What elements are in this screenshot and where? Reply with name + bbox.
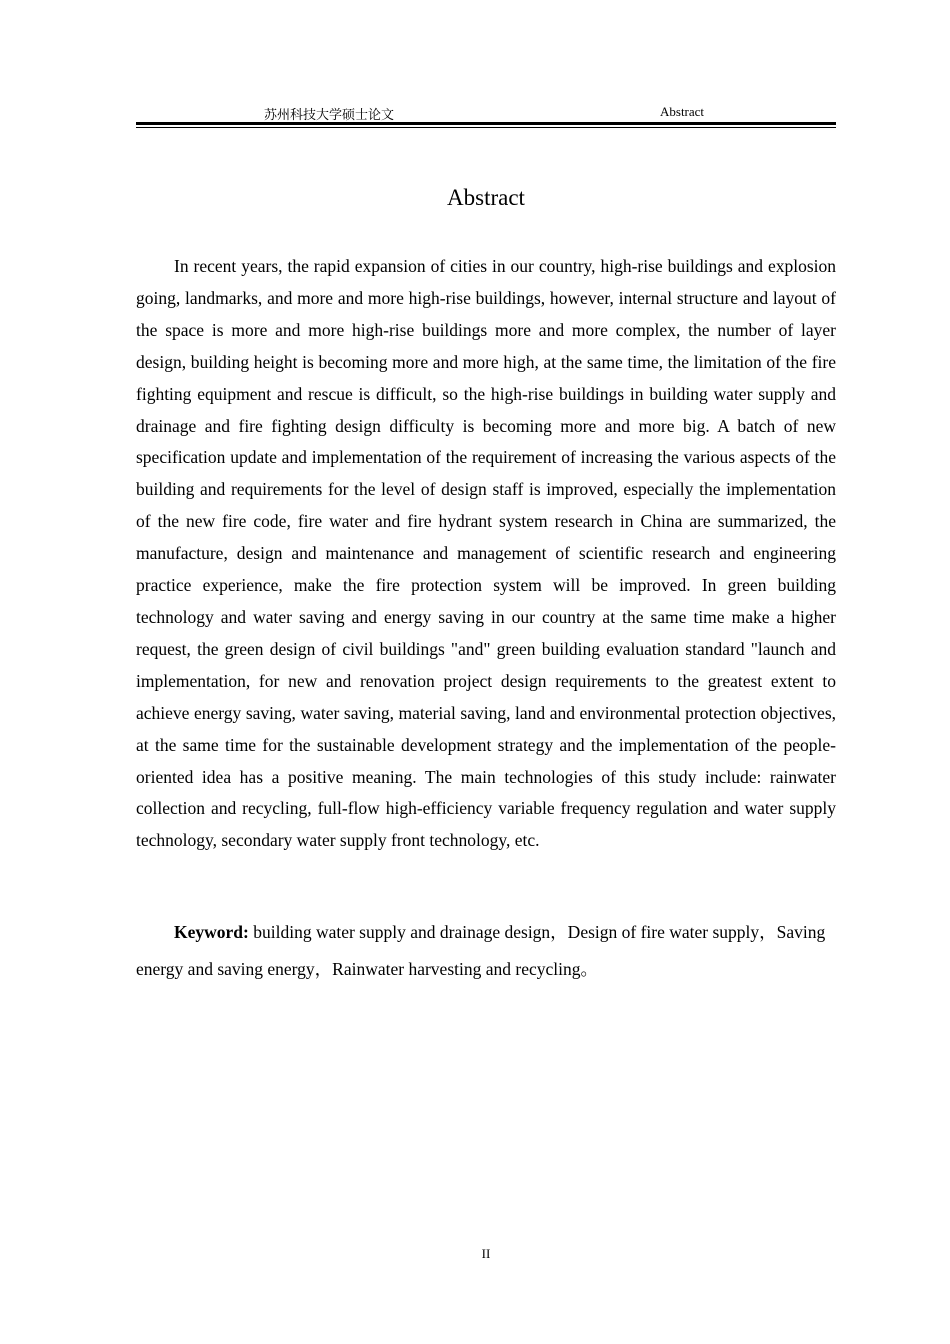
keywords-label: Keyword: xyxy=(174,922,249,942)
keywords-paragraph xyxy=(136,914,836,988)
header-rule xyxy=(136,122,836,128)
abstract-paragraph: In recent years, the rapid expansion of cities in our country, high-rise buildings and explosion going, landmarks, and more and more high-rise buildings, however, internal structure and layout of the space is more and more high-rise buildings more and more complex, the number of layer design, building height is becoming more and more high, at the same time, the limitation of the fire fighting equipment and rescue is difficult, so the high-rise buildings in building water supply and drainage and fire fighting design difficulty is becoming more and more big. A batch of new specification update and implementation of the requirement of increasing the various aspects of the building and requirements for the level of design staff is improved, especially the implementation of the new fire code, fire water and fire hydrant system research in China are summarized, the manufacture, design and maintenance and management of scientific research and engineering practice experience, make the fire protection system will be improved. In green building technology and water saving and energy saving in our country at the same time make a higher request, the green design of civil buildings "and" green building evaluation standard "launch and implementation, for new and renovation project design requirements to the greatest extent to achieve energy saving, water saving, material saving, land and environmental protection objectives, at the same time for the sustainable development strategy and the implementation of the people-oriented idea has a positive meaning. The main technologies of this study include: rainwater collection and recycling, full-flow high-efficiency variable frequency regulation and water supply technology, secondary water supply front technology, etc. xyxy=(136,256,836,851)
page-title: Abstract xyxy=(447,185,525,210)
header-thesis-label: 苏州科技大学硕士论文 xyxy=(264,107,395,122)
keywords-text: building water supply and drainage design，Design of fire water supply，Saving energy and saving energy，Rainwater harvesting and recycling。 xyxy=(136,922,826,979)
page-header xyxy=(136,102,836,122)
page-number: II xyxy=(481,1246,491,1261)
header-section-label: Abstract xyxy=(660,104,705,119)
